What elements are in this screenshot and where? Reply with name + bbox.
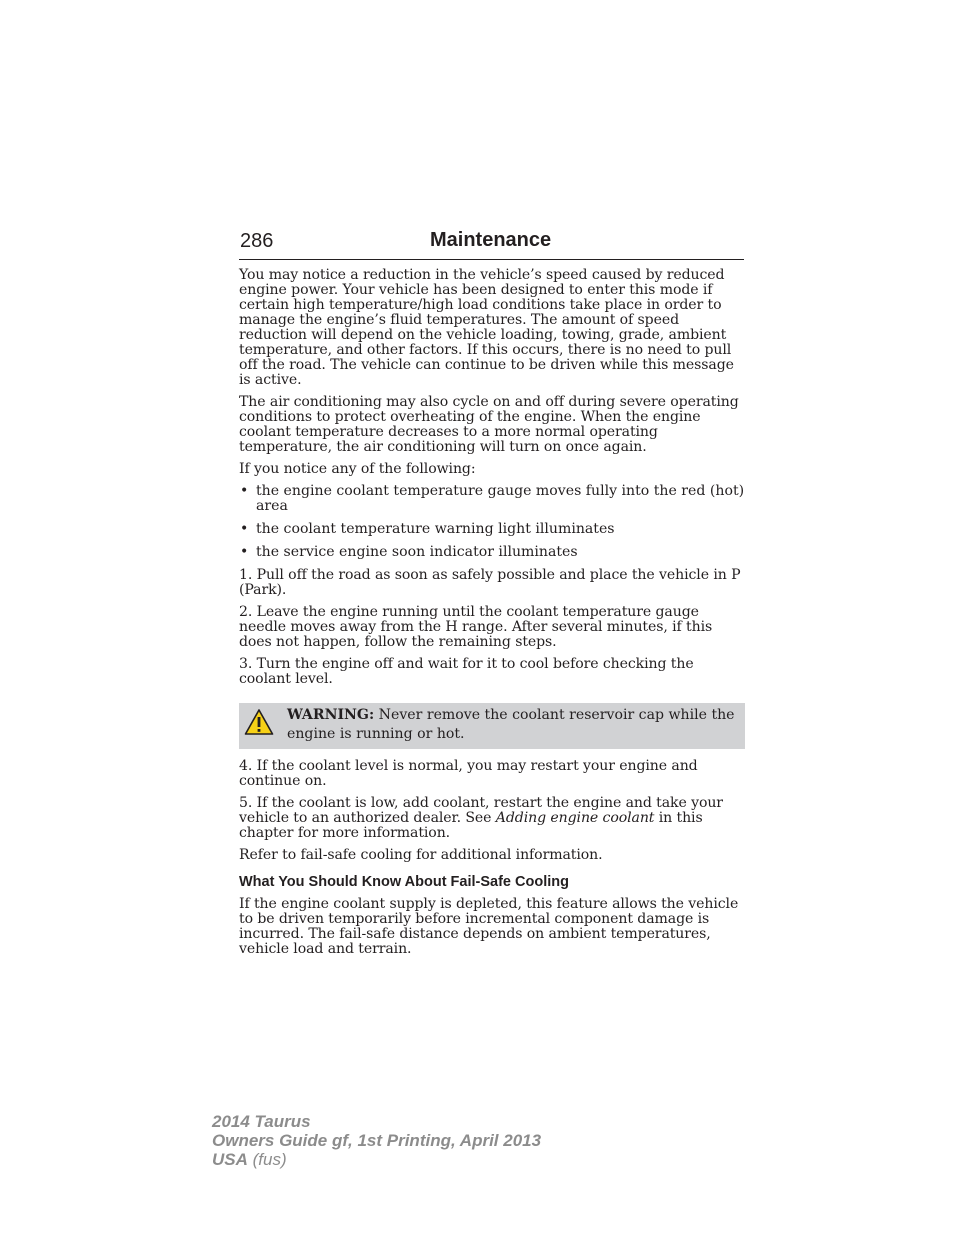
paragraph-fail-safe: If the engine coolant supply is depleted, this feature allows the vehicle to be driven temporarily before incremental component damage is incurred. The fail-safe distance depends on ambient temperatures, vehicle load and terrain. — [239, 896, 739, 957]
warning-triangle-icon — [244, 708, 274, 736]
footer-country: USA — [212, 1150, 248, 1169]
section-title: Maintenance — [430, 229, 552, 251]
footer-code: (fus) — [247, 1150, 287, 1169]
step-2: 2. Leave the engine running until the coolant temperature gauge needle moves away from the H range. After several minutes, if this does not happen, follow the remaining steps. — [239, 604, 713, 650]
adding-engine-coolant-reference: Adding engine coolant — [495, 810, 655, 826]
footer-market — [212, 1150, 541, 1169]
step-4: 4. If the coolant level is normal, you may restart your engine and continue on. — [239, 758, 698, 789]
paragraph-notice-intro: If you notice any of the following: — [239, 461, 476, 477]
warning-label: WARNING: — [287, 707, 375, 723]
warning-box — [239, 703, 745, 749]
list-item: • the engine coolant temperature gauge moves fully into the red (hot) area — [239, 484, 745, 514]
list-item: • the coolant temperature warning light illuminates — [239, 522, 745, 537]
page-number: 286 — [240, 230, 274, 252]
symptom-list — [239, 484, 745, 560]
page-footer — [212, 1112, 541, 1169]
paragraph-air-conditioning: The air conditioning may also cycle on and off during severe operating conditions to protect overheating of the engine. When the engine coolant temperature decreases to a more normal operating temperature, the air conditioning will turn on once again. — [239, 394, 739, 455]
step-5 — [239, 796, 745, 841]
list-item: • the service engine soon indicator illuminates — [239, 545, 745, 560]
warning-text: Never remove the coolant reservoir cap while the engine is running or hot. — [287, 707, 735, 742]
step-1: 1. Pull off the road as soon as safely possible and place the vehicle in P (Park). — [239, 567, 741, 598]
footer-model: 2014 Taurus — [212, 1112, 311, 1131]
paragraph-refer: Refer to fail-safe cooling for additional information. — [239, 847, 603, 863]
step-3: 3. Turn the engine off and wait for it to cool before checking the coolant level. — [239, 656, 694, 687]
step-5-text-end: in this chapter for more information. — [239, 810, 703, 841]
paragraph-reduced-power: You may notice a reduction in the vehicle’s speed caused by reduced engine power. Your vehicle has been designed to enter this mode if certain high temperature/high load conditions take place in order to manage the engine’s fluid temperatures. The amount of speed reduction will depend on the vehicle loading, towing, grade, ambient temperature, and other factors. If this occurs, there is no need to pull off the road. The vehicle can continue to be driven while this message is active. — [239, 267, 734, 388]
page-header — [239, 228, 744, 260]
main-content — [239, 268, 745, 964]
subheading-fail-safe-cooling: What You Should Know About Fail-Safe Cooling — [239, 874, 569, 890]
footer-edition: Owners Guide gf, 1st Printing, April 2013 — [212, 1131, 542, 1150]
step-5-text: 5. If the coolant is low, add coolant, restart the engine and take your vehicle to an authorized dealer. See — [239, 795, 723, 826]
